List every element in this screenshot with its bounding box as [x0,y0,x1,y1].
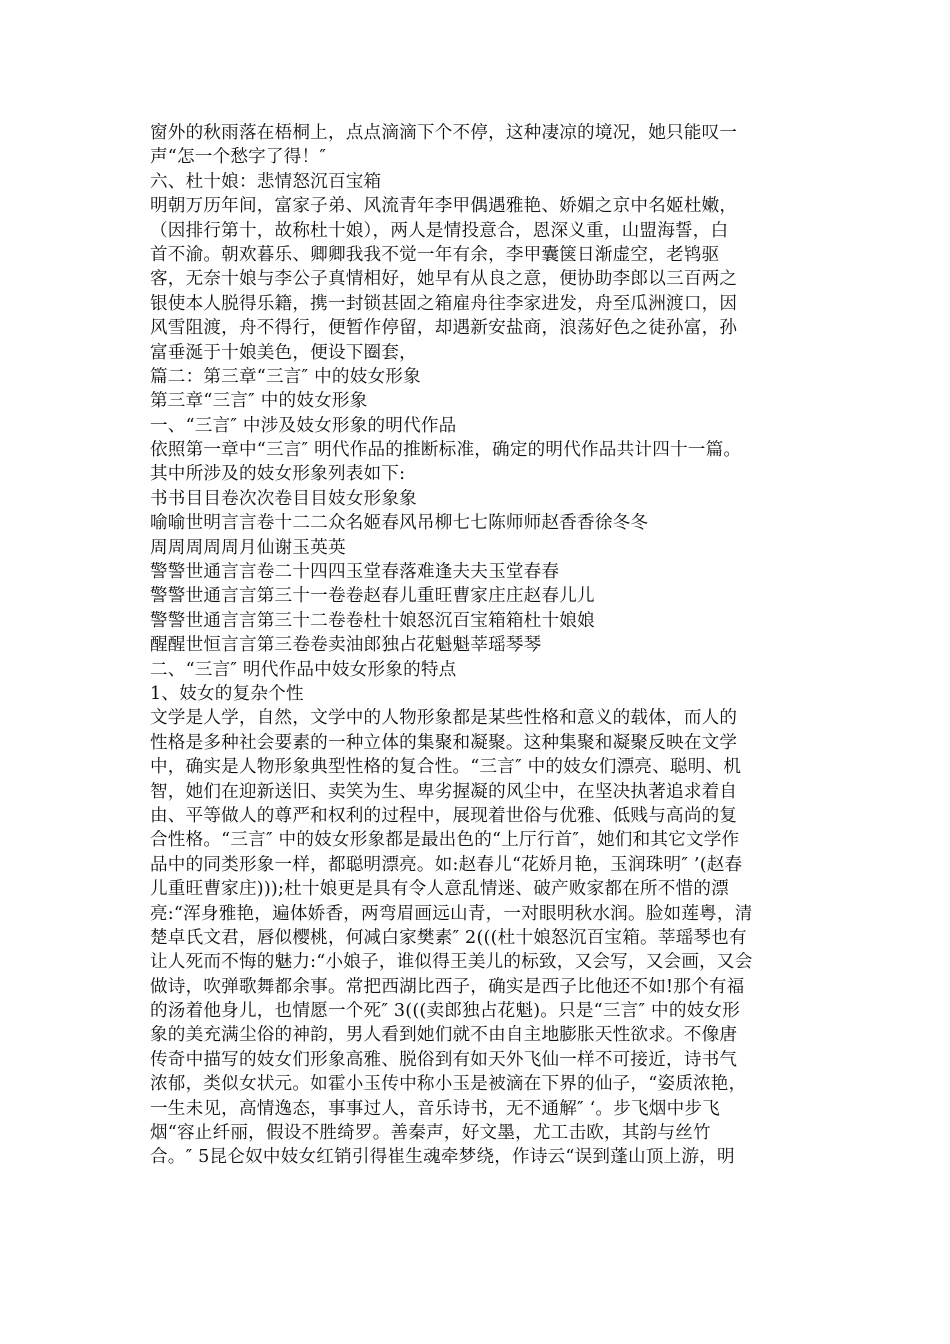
text-line: 富垂涎于十娘美色，便设下圈套， [150,342,417,363]
text-line: 象的美充满尘俗的神韵，男人看到她们就不由自主地膨胀天性欲求。不像唐 [150,1025,738,1046]
table-header-line: 书书目目卷次次卷目目妓女形象象 [150,488,417,509]
text-line: 明朝万历年间，富家子弟、风流青年李甲偶遇雅艳、娇媚之京中名姬杜嫩， [150,196,738,217]
text-line: 浓郁，类似女状元。如霍小玉传中称小玉是被滴在下界的仙子，“姿质浓艳， [150,1074,747,1095]
text-line: 其中所涉及的妓女形象列表如下: [150,464,406,485]
text-line: 窗外的秋雨落在梧桐上，点点滴滴下个不停，这种凄凉的境况，她只能叹一 [150,123,738,143]
text-line: 智，她们在迎新送旧、卖笑为生、卑劣握凝的风尘中，在坚决执著追求着自 [150,781,738,802]
text-line: 风雪阻渡，舟不得行，便暂作停留，却遇新安盐商，浪荡好色之徒孙富，孙 [150,318,738,339]
section-heading: 二、“三言″ 明代作品中妓女形象的特点 [150,659,457,680]
text-line: 儿重旺曹家庄)));杜十娘更是具有令人意乱情迷、破产败家都在所不惜的漂 [150,879,729,900]
table-row-line: 警警世通言言卷二十四四玉堂春落难逢夫夫玉堂春春 [150,562,560,583]
text-line: 一生未见，高情逸态，事事过人，音乐诗书，无不通解″ ‘。步飞烟中步飞 [150,1098,720,1119]
text-line: 让人死而不悔的魅力:“小娘子，谁似得王美儿的标致，又会写，又会画，又会 [150,952,753,973]
section-heading: 六、杜十娘：悲情怒沉百宝箱 [150,171,382,192]
text-line: 性格是多种社会要素的一种立体的集聚和凝聚。这种集聚和凝聚反映在文学 [150,732,738,753]
section-heading: 篇二：第三章“三言″ 中的妓女形象 [150,366,421,387]
text-line: 声“怎一个愁字了得！″ [150,147,327,168]
text-line: 品中的同类形象一样，都聪明漂亮。如:赵春儿“花娇月艳，玉润珠明″ ’(赵春 [150,854,743,875]
table-row-line: 警警世通言言第三十二卷卷杜十娘怒沉百宝箱箱杜十娘娘 [150,610,595,631]
table-row-line: 喻喻世明言言卷十二二众名姬春风吊柳七七陈师师赵香香徐冬冬 [150,513,649,534]
text-line: 的汤着他身儿，也情愿一个死″ 3(((卖郎独占花魁)。只是“三言″ 中的妓女形 [150,1001,740,1022]
text-line: 传奇中描写的妓女们形象高雅、脱俗到有如天外飞仙一样不可接近，诗书气 [150,1049,738,1070]
subsection-heading: 1、妓女的复杂个性 [150,683,304,704]
document-body [150,121,800,1170]
text-line: 楚卓氏文君，唇似樱桃，何减白家樊素″ 2(((杜十娘怒沉百宝箱。莘瑶琴也有 [150,927,747,948]
text-line: 客，无奈十娘与李公子真情相好，她早有从良之意，便协助李郎以三百两之 [150,269,738,290]
text-line: 依照第一章中“三言″ 明代作品的推断标准，确定的明代作品共计四十一篇。 [150,440,742,461]
section-heading: 一、“三言″ 中涉及妓女形象的明代作品 [150,415,457,436]
text-line: 中，确实是人物形象典型性格的复合性。“三言″ 中的妓女们漂亮、聪明、机 [150,757,742,778]
text-line: 做诗，吹弹歌舞都余事。常把西湖比西子，确实是西子比他还不如!那个有福 [150,976,745,997]
table-row-line: 警警世通言言第三十一卷卷赵春儿重旺曹家庄庄赵春儿儿 [150,586,595,607]
text-line: 文学是人学，自然，文学中的人物形象都是某些性格和意义的载体，而人的 [150,708,738,729]
table-row-line: 周周周周周月仙谢玉英英 [150,537,346,558]
text-line: 合性格。“三言″ 中的妓女形象都是最出色的“上厅行首″，她们和其它文学作 [150,830,740,851]
chapter-title: 第三章“三言″ 中的妓女形象 [150,391,368,412]
text-line: 烟“容止纤丽，假设不胜绮罗。善秦声，好文墨，尤工击欧，其韵与丝竹 [150,1123,711,1144]
text-line: 由、平等做人的尊严和权利的过程中，展现着世俗与优雅、低贱与高尚的复 [150,805,738,826]
table-row-line: 醒醒世恒言言第三卷卷卖油郎独占花魁魁莘瑶琴琴 [150,635,542,656]
text-line: 亮:“浑身雅艳，遍体娇香，两弯眉画远山青，一对眼明秋水润。脸如莲粤，清 [150,903,753,924]
text-line: 合。″ 5昆仑奴中妓女红销引得崔生魂牵梦绕，作诗云“误到蓬山顶上游，明 [150,1147,735,1168]
text-line: 首不渝。朝欢暮乐、卿卿我我不觉一年有余，李甲囊箧日渐虚空，老鸨驱 [150,244,720,265]
text-line: 银使本人脱得乐籍，携一封锁甚固之箱雇舟往李家进发，舟至瓜洲渡口，因 [150,293,738,314]
text-line: （因排行第十，故称杜十娘），两人是情投意合，恩深义重，山盟海誓，白 [150,220,729,241]
